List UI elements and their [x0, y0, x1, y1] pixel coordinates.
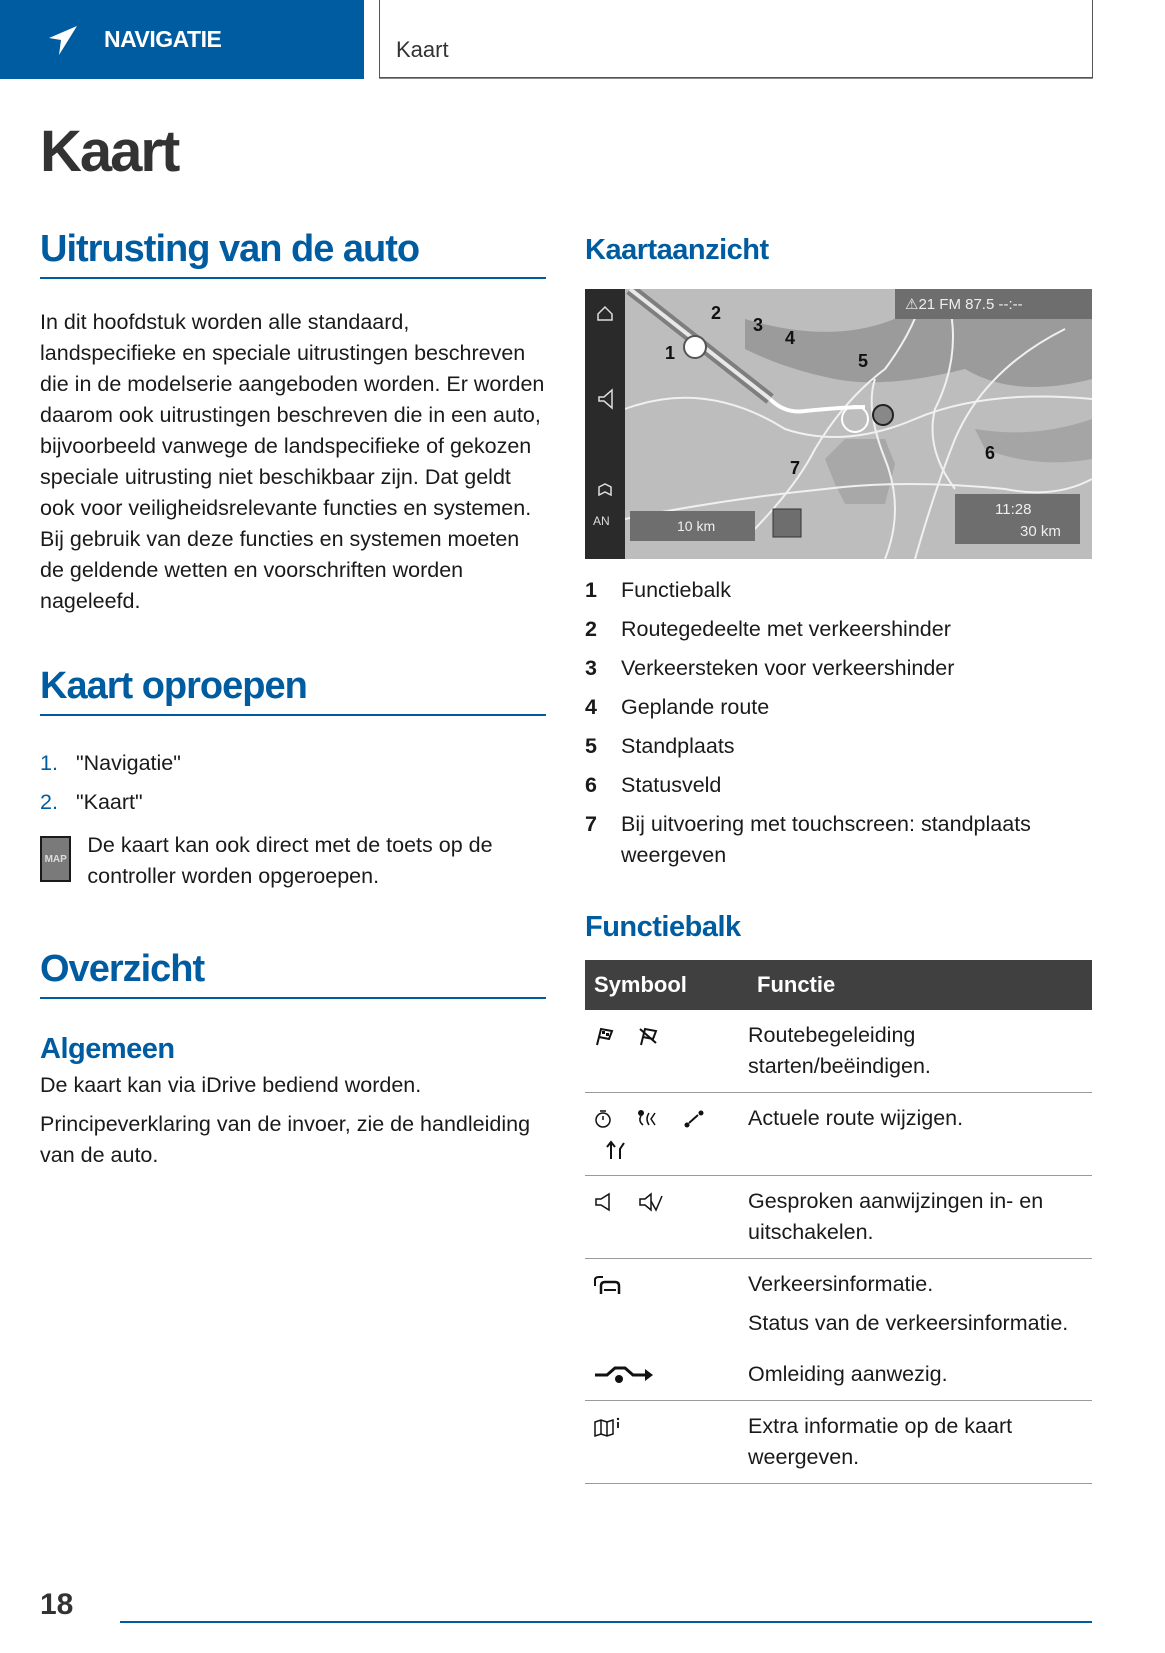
step-item — [40, 783, 546, 822]
table-row — [585, 1176, 1092, 1259]
map-button-icon: MAP — [40, 836, 71, 882]
function-text: Omleiding aanwezig. — [748, 1349, 1092, 1401]
step-text: "Kaart" — [76, 790, 143, 814]
table-row — [585, 1349, 1092, 1401]
right-column — [585, 228, 1092, 1484]
section-tab — [0, 0, 364, 79]
svg-text:4: 4 — [785, 328, 796, 348]
steps-list — [40, 744, 546, 822]
lanes-icon — [603, 1139, 629, 1161]
table-row — [585, 1010, 1092, 1093]
map-legend — [585, 575, 1092, 871]
function-text: Actuele route wijzigen. — [748, 1093, 1092, 1176]
map-info-icon — [593, 1416, 623, 1438]
legend-item: 1 Functiebalk — [585, 578, 731, 602]
legend-item: 6 Statusveld — [585, 773, 722, 797]
table-row — [585, 1401, 1092, 1484]
left-column — [40, 228, 546, 1171]
general-paragraph-2: Principeverklaring van de invoer, zie de handleiding van de auto. — [40, 1112, 531, 1167]
svg-text:6: 6 — [985, 443, 996, 463]
route-curve-icon — [635, 1109, 661, 1129]
page-title: Kaart — [40, 119, 179, 184]
svg-text:1: 1 — [665, 343, 676, 363]
route-dots-icon — [683, 1109, 705, 1129]
navigation-arrow-icon — [46, 23, 80, 57]
legend-item: 5 Standplaats — [585, 734, 735, 758]
function-bar-heading: Functiebalk — [585, 911, 741, 943]
function-text: Gesproken aanwijzingen in- en uitschakelen. — [748, 1176, 1092, 1259]
column-header-symbol: Symbool — [585, 960, 748, 1010]
column-header-function: Functie — [748, 960, 1092, 1010]
legend-item: 2 Routegedeelte met verkeershinder — [585, 617, 951, 641]
map-status-text: ⚠21 FM 87.5 --:-- — [905, 296, 1023, 313]
map-distance: 30 km — [1020, 523, 1061, 540]
note-text: De kaart kan ook direct met de toets op de controller worden opgeroepen. — [87, 833, 493, 888]
function-text: Verkeersinformatie. — [748, 1272, 934, 1296]
step-number: 1. — [40, 751, 58, 775]
map-key-note — [40, 830, 546, 892]
function-text: Extra informatie op de kaart weergeven. — [748, 1401, 1092, 1484]
traffic-info-icon — [593, 1274, 623, 1296]
map-graphic — [585, 289, 1092, 559]
flag-stop-icon — [637, 1025, 659, 1047]
stopwatch-icon — [593, 1109, 613, 1129]
table-row — [585, 1259, 1092, 1350]
svg-text:2: 2 — [711, 303, 722, 323]
legend-item: 3 Verkeersteken voor verkeershinder — [585, 656, 955, 680]
detour-icon — [593, 1363, 657, 1387]
page-number: 18 — [40, 1588, 74, 1621]
equipment-paragraph: In dit hoofdstuk worden alle standaard, landspecifieke en speciale uitrustingen beschreven die in de modelserie aangeboden worden. Er worden daarom ook uitrustingen beschreven die in een auto, bijvoorbeeld vanwege de landspecifieke of gekozen speciale uitrusting niet beschikbaar zijn. Dat geldt ook voor veiligheidsrelevante functies en systemen. Bij gebruik van deze functies en systemen moeten de geldende wetten en voorschriften worden nageleefd. — [40, 310, 545, 613]
function-text-secondary: Status van de verkeersinformatie. — [748, 1311, 1069, 1335]
table-row — [585, 1093, 1092, 1176]
section-label: NAVIGATIE — [104, 26, 222, 52]
map-arrival-time: 11:28 — [995, 501, 1032, 518]
general-paragraph-1: De kaart kan via iDrive bediend worden. — [40, 1073, 422, 1097]
step-number: 2. — [40, 790, 58, 814]
call-map-heading: Kaart oproepen — [40, 665, 546, 716]
equipment-heading: Uitrusting van de auto — [40, 228, 546, 279]
svg-text:3: 3 — [753, 315, 764, 335]
map-scale: 10 km — [677, 518, 716, 534]
legend-item: 7 Bij uitvoering met touchscreen: standplaats weergeven — [585, 812, 1031, 867]
step-text: "Navigatie" — [76, 751, 181, 775]
general-subheading: Algemeen — [40, 1033, 175, 1065]
svg-text:5: 5 — [858, 351, 869, 371]
map-screenshot — [585, 289, 1092, 559]
speaker-off-icon — [637, 1191, 663, 1213]
speaker-on-icon — [593, 1191, 615, 1213]
function-text: Routebegeleiding starten/beëindigen. — [748, 1010, 1092, 1093]
overview-heading: Overzicht — [40, 948, 546, 999]
svg-text:AN: AN — [593, 514, 610, 528]
flag-start-icon — [593, 1025, 615, 1047]
map-view-heading: Kaartaanzicht — [585, 234, 769, 266]
breadcrumb — [379, 0, 1093, 78]
step-item — [40, 744, 546, 783]
legend-item: 4 Geplande route — [585, 695, 770, 719]
breadcrumb-item: Kaart — [396, 36, 449, 62]
function-table — [585, 960, 1092, 1484]
svg-text:7: 7 — [790, 458, 801, 478]
footer-divider — [120, 1621, 1092, 1623]
